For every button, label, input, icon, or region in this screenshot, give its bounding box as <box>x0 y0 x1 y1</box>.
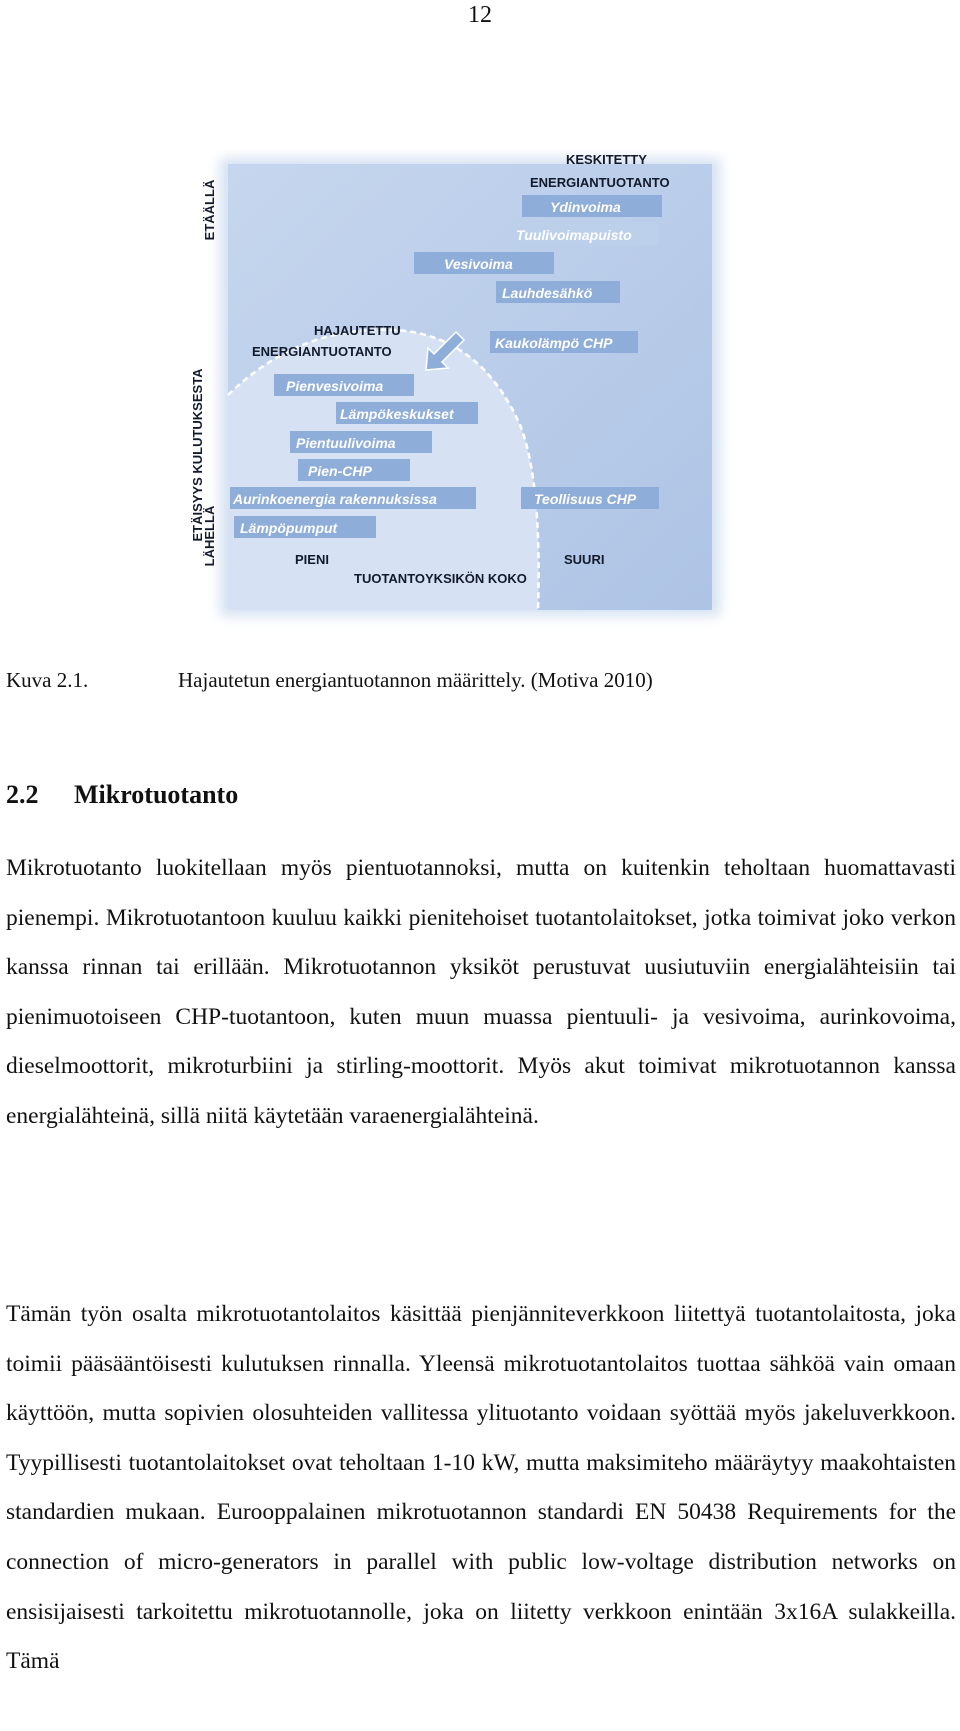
label-lampokeskukset <box>336 402 478 424</box>
label-pien-chp <box>298 459 410 481</box>
svg-text:Lämpökeskukset: Lämpökeskukset <box>340 406 454 422</box>
svg-text:Lämpöpumput: Lämpöpumput <box>240 520 338 536</box>
caption-text: Hajautetun energiantuotannon määrittely. (Motiva 2010) <box>178 668 653 692</box>
distributed-heading-line2: ENERGIANTUOTANTO <box>252 344 392 359</box>
label-lampopumput <box>234 516 376 538</box>
figure-caption <box>6 666 946 694</box>
figure-diagram <box>180 150 760 650</box>
y-axis-title: ETÄISYYS KULUTUKSESTA <box>190 368 205 542</box>
svg-text:Pienvesivoima: Pienvesivoima <box>286 378 384 394</box>
label-pienvesivoima <box>274 374 414 396</box>
label-kaukolampo-chp <box>490 331 638 353</box>
paragraph-2: Tämän työn osalta mikrotuotantolaitos käsittää pienjänniteverkkoon liitettyä tuotantolaitosta, joka toimii pääsääntöisesti kulutuksen rinnalla. Yleensä mikrotuotantolaitos tuottaa sähköä vain omaan käyttöön, mutta sopivien olosuhteiden vallitessa ylituotanto voidaan syöttää myös jakeluverkkoon. Tyypillisesti tuotantolaitokset ovat teholtaan 1-10 kW, mutta maksimiteho määräytyy maakohtaisten standardien mukaan. Eurooppalainen mikrotuotannon standardi EN 50438 Requirements for the connection of micro-generators in parallel with public low-voltage distribution networks on ensisijaisesti tarkoitettu mikrotuotannolle, joka on liitetty verkkoon enintään 3x16A sulakkeilla. Tämä <box>6 1301 956 1675</box>
label-teollisuus-chp <box>521 487 659 509</box>
distributed-heading-line1: HAJAUTETTU <box>314 323 401 338</box>
y-axis-bottom-label: LÄHELLÄ <box>202 505 217 567</box>
svg-text:Ydinvoima: Ydinvoima <box>550 199 621 215</box>
x-axis-left-label: PIENI <box>295 552 329 567</box>
svg-text:Lauhdesähkö: Lauhdesähkö <box>502 285 593 301</box>
svg-text:Tuulivoimapuisto: Tuulivoimapuisto <box>516 227 632 243</box>
paragraph-1: Mikrotuotanto luokitellaan myös pientuotannoksi, mutta on kuitenkin teholtaan huomattavasti pienempi. Mikrotuotantoon kuuluu kaikki pienitehoiset tuotantolaitokset, jotka toimivat joko verkon kanssa rinnan tai erillään. Mikrotuotannon yksiköt perustuvat uusiutuviin energialähteisiin tai pienimuotoiseen CHP-tuotantoon, kuten muun muassa pientuuli- ja vesivoima, aurinkovoima, dieselmoottorit, mikroturbiini ja stirling-moottorit. Myös akut toimivat mikrotuotannon kanssa energialähteinä, sillä niitä käytetään varaenergialähteinä. <box>6 855 956 1129</box>
svg-text:Teollisuus CHP: Teollisuus CHP <box>534 491 637 507</box>
centralized-heading-line1: KESKITETTY <box>566 152 647 167</box>
label-tuulivoimapuisto <box>513 223 658 245</box>
label-vesivoima <box>414 252 554 274</box>
figure-distributed-energy <box>180 150 760 650</box>
y-axis-top-label: ETÄÄLLÄ <box>202 179 217 241</box>
section-number: 2.2 <box>6 780 39 809</box>
x-axis-title: TUOTANTOYKSIKÖN KOKO <box>354 571 527 586</box>
label-ydinvoima <box>522 195 662 217</box>
section-title: Mikrotuotanto <box>74 780 239 809</box>
svg-text:Kaukolämpö CHP: Kaukolämpö CHP <box>495 335 613 351</box>
section-heading <box>6 778 238 812</box>
svg-text:Vesivoima: Vesivoima <box>444 256 513 272</box>
page-number: 12 <box>468 2 492 28</box>
svg-text:Pien-CHP: Pien-CHP <box>308 463 372 479</box>
label-pientuulivoima <box>290 431 432 453</box>
svg-text:Pientuulivoima: Pientuulivoima <box>296 435 396 451</box>
caption-label: Kuva 2.1. <box>6 668 89 692</box>
label-lauhdesahko <box>496 281 620 303</box>
svg-text:Aurinkoenergia rakennuksissa: Aurinkoenergia rakennuksissa <box>233 491 437 507</box>
label-aurinkoenergia <box>230 487 476 509</box>
x-axis-right-label: SUURI <box>564 552 605 567</box>
centralized-heading-line2: ENERGIANTUOTANTO <box>530 175 670 190</box>
